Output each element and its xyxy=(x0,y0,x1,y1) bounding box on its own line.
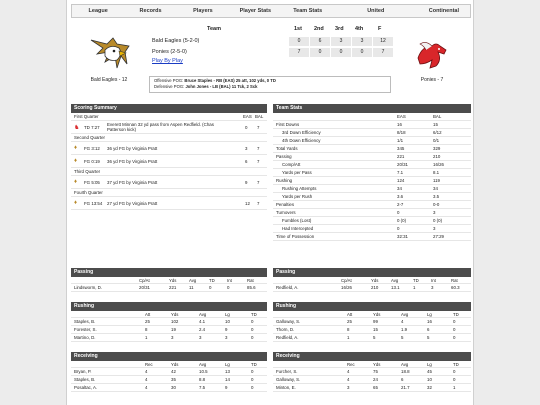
player-name[interactable]: Minton, E. xyxy=(276,385,296,390)
col-header: Yds xyxy=(171,312,179,317)
stat-cell: 21.7 xyxy=(401,385,410,390)
stat-cell: 32 xyxy=(427,385,432,390)
scoring-col-bal: BAL xyxy=(255,114,264,119)
team-stat-eas: 221 xyxy=(397,154,405,159)
stat-cell: 19 xyxy=(171,327,176,332)
player-name[interactable]: Martino, D. xyxy=(74,335,96,340)
away-q1: 0 xyxy=(289,37,309,46)
table-row xyxy=(273,334,471,342)
stat-cell: 4 xyxy=(145,369,148,374)
col-2nd: 2nd xyxy=(314,26,324,32)
team-stat-label: Rushing xyxy=(276,178,293,183)
col-1st: 1st xyxy=(294,26,302,32)
col-header: Avg xyxy=(401,312,409,317)
stat-cell: 75 xyxy=(373,369,378,374)
team-stat-label: 4th Down Efficiency xyxy=(282,138,321,143)
team-stat-bal: 3 xyxy=(433,210,436,215)
col-header: TD xyxy=(251,312,257,317)
col-header: Rec xyxy=(145,362,153,367)
stat-cell: 9 xyxy=(225,327,228,332)
stat-cell: 25 xyxy=(145,319,150,324)
receiving-right-title: Receiving xyxy=(273,352,471,361)
scoring-summary-title: Scoring Summary xyxy=(71,104,267,113)
stat-cell: 16/26 xyxy=(341,285,352,290)
col-header: Yds xyxy=(373,312,381,317)
scoring-play xyxy=(71,121,267,134)
table-row xyxy=(71,318,267,326)
team-stat-bal: 0/1 xyxy=(433,138,440,143)
nav-players[interactable]: Players xyxy=(193,8,213,14)
team-stat-eas: 345 xyxy=(397,146,405,151)
team-stats-panel xyxy=(273,104,471,241)
stat-cell: 0 xyxy=(251,385,254,390)
team-stat-label: Time of Possession xyxy=(276,234,315,239)
stat-cell: 0 xyxy=(251,335,254,340)
stat-cell: 10 xyxy=(427,377,432,382)
stat-cell: 0 xyxy=(251,319,254,324)
rushing-right-rows xyxy=(273,318,471,342)
passing-right-header xyxy=(273,277,471,284)
table-row xyxy=(273,376,471,384)
stat-cell: 210 xyxy=(371,285,379,290)
player-name[interactable]: Thorn, D. xyxy=(276,327,295,332)
top-nav xyxy=(71,4,471,18)
stat-cell: 14 xyxy=(225,377,230,382)
team-stats-header-row xyxy=(273,113,471,121)
col-header: Rat xyxy=(247,278,254,283)
quarter-label: Third Quarter xyxy=(71,168,267,176)
col-header: Avg xyxy=(189,278,197,283)
stat-cell: 0 xyxy=(453,335,456,340)
eagle-mini-icon: ♦ xyxy=(74,179,78,185)
team-stats-title: Team Stats xyxy=(273,104,471,113)
stat-cell: 0 xyxy=(453,377,456,382)
play-score-bal: 7 xyxy=(257,146,260,151)
receiving-right-header xyxy=(273,361,471,368)
team-stat-label: Yards per Pass xyxy=(282,170,312,175)
team-stat-row xyxy=(273,169,471,177)
player-name[interactable]: Forester, S. xyxy=(74,327,97,332)
stat-cell: 0 xyxy=(209,285,212,290)
stat-cell: 24 xyxy=(373,377,378,382)
play-text: 36 yd FG by Virginia Pratt xyxy=(107,159,158,164)
team-stat-bal: 119 xyxy=(433,178,440,183)
team-stat-row xyxy=(273,225,471,233)
away-team-name: Bald Eagles (5-2-0) xyxy=(152,38,200,44)
scoring-play xyxy=(71,155,267,168)
player-name[interactable]: Lindsworm, D. xyxy=(74,285,103,290)
play-score-eas: 12 xyxy=(245,201,250,206)
player-of-game-box xyxy=(149,76,391,93)
nav-continental[interactable]: Continental xyxy=(428,8,459,14)
stat-cell: 8 xyxy=(145,327,148,332)
team-stat-eas: 3.6 xyxy=(397,194,404,199)
play-score-bal: 7 xyxy=(257,159,260,164)
stat-cell: 16 xyxy=(427,319,432,324)
team-stat-row xyxy=(273,137,471,145)
off-pog-text: Bruce Staples - RB (EAS) 25 att, 102 yds, 0 TD xyxy=(184,78,276,83)
stat-cell: 3 xyxy=(347,385,350,390)
stat-cell: 18.8 xyxy=(401,369,410,374)
eagle-mini-icon: ♦ xyxy=(74,200,78,206)
stat-cell: 5 xyxy=(373,335,376,340)
col-header: TD xyxy=(413,278,419,283)
team-stat-bal: 34 xyxy=(433,186,438,191)
team-stat-row xyxy=(273,129,471,137)
team-stat-eas: 0 (0) xyxy=(397,218,407,223)
stat-cell: 20/31 xyxy=(139,285,150,290)
team-stat-bal: 6/12 xyxy=(433,130,442,135)
scoring-play xyxy=(71,197,267,210)
team-stat-eas: 2-7 xyxy=(397,202,404,207)
scoreboard xyxy=(149,24,391,74)
col-header: TD xyxy=(209,278,215,283)
team-stat-row xyxy=(273,209,471,217)
player-name[interactable]: Redfield, A. xyxy=(276,285,299,290)
nav-team-stats[interactable]: Team Stats xyxy=(293,8,323,14)
stat-cell: 5 xyxy=(427,335,430,340)
receiving-left-rows xyxy=(71,368,267,392)
team-stat-eas: 1/1 xyxy=(397,138,404,143)
col-header: Cp/At xyxy=(139,278,150,283)
col-4th: 4th xyxy=(355,26,364,32)
rushing-right-panel xyxy=(273,302,471,342)
team-stat-eas: 8/18 xyxy=(397,130,406,135)
stat-cell: 3 xyxy=(199,335,202,340)
stat-cell: 0 xyxy=(453,327,456,332)
team-stat-row xyxy=(273,193,471,201)
receiving-right-rows xyxy=(273,368,471,392)
team-stat-label: Passing xyxy=(276,154,292,159)
play-time: TD 7:27 xyxy=(84,125,100,130)
nav-league[interactable]: League xyxy=(88,8,108,14)
team-stat-eas: 7.1 xyxy=(397,170,404,175)
stat-cell: 1 xyxy=(145,335,148,340)
rushing-left-rows xyxy=(71,318,267,342)
play-time: FG 13:54 xyxy=(84,201,103,206)
team-stat-eas: 20/31 xyxy=(397,162,408,167)
play-score-bal: 7 xyxy=(257,201,260,206)
passing-right-title: Passing xyxy=(273,268,471,277)
table-row xyxy=(71,334,267,342)
col-header: Lg xyxy=(225,312,230,317)
col-header: Lg xyxy=(427,362,432,367)
def-pog-text: John Jones - LB (BAL) 11 Tck, 2 Sck xyxy=(185,84,258,89)
play-text: 37 yd FG by Virginia Pratt xyxy=(107,180,158,185)
table-row xyxy=(71,284,267,292)
stat-cell: 4 xyxy=(401,319,404,324)
table-row xyxy=(71,368,267,376)
stat-cell: 4 xyxy=(347,377,350,382)
team-stat-row xyxy=(273,161,471,169)
stat-cell: 42 xyxy=(171,369,176,374)
nav-records[interactable]: Records xyxy=(139,8,162,14)
stat-cell: 102 xyxy=(171,319,179,324)
team-stat-label: Rushing Attempts xyxy=(282,186,317,191)
team-stat-label: Had Intercepted xyxy=(282,226,314,231)
scoring-play xyxy=(71,142,267,155)
pony-mini-icon: ♞ xyxy=(74,125,80,131)
player-name[interactable]: Redfield, A. xyxy=(276,335,299,340)
stat-cell: 2.4 xyxy=(199,327,206,332)
team-stat-label: Fumbles (Lost) xyxy=(282,218,312,223)
play-text: 36 yd FG by Virginia Pratt xyxy=(107,146,158,151)
team-stat-row xyxy=(273,201,471,209)
team-stat-eas: 124 xyxy=(397,178,405,183)
play-text: 27 yd FG by Virginia Pratt xyxy=(107,201,158,206)
nav-united[interactable]: United xyxy=(367,8,385,14)
rushing-left-panel xyxy=(71,302,267,342)
team-stat-label: First Downs xyxy=(276,122,300,127)
play-score-eas: 9 xyxy=(245,180,248,185)
quarter-label: First Quarter xyxy=(74,114,99,119)
team-stat-row xyxy=(273,153,471,161)
table-row xyxy=(71,384,267,392)
table-row xyxy=(273,284,471,292)
stat-cell: 0 xyxy=(453,369,456,374)
col-header: Rat xyxy=(451,278,458,283)
team-stat-eas: 0 xyxy=(397,226,400,231)
col-header: TD xyxy=(453,362,459,367)
team-stat-label: Penalties xyxy=(276,202,295,207)
team-stat-bal: 16/26 xyxy=(433,162,444,167)
player-name[interactable]: Staples, B. xyxy=(74,377,96,382)
player-name[interactable]: Bryan, P. xyxy=(74,369,92,374)
stat-cell: 13 xyxy=(225,369,230,374)
passing-left-title: Passing xyxy=(71,268,267,277)
team-stat-bal: 3 xyxy=(433,226,436,231)
team-stat-bal: 0-0 xyxy=(433,202,440,207)
away-final: 12 xyxy=(373,37,393,46)
stat-cell: 221 xyxy=(169,285,177,290)
table-row xyxy=(273,326,471,334)
away-q3: 3 xyxy=(331,37,351,46)
table-row xyxy=(273,368,471,376)
col-header: Yds xyxy=(371,278,379,283)
eagle-mini-icon: ♦ xyxy=(74,145,78,151)
stat-cell: 3 xyxy=(225,335,228,340)
col-header: Yds xyxy=(169,278,177,283)
stat-cell: 15 xyxy=(373,327,378,332)
stat-cell: 65 xyxy=(373,385,378,390)
team-stat-eas: 16 xyxy=(397,122,402,127)
stat-cell: 1 xyxy=(347,335,350,340)
play-time: FG 5:05 xyxy=(84,180,100,185)
team-stat-bal: 210 xyxy=(433,154,441,159)
scoring-summary-panel xyxy=(71,104,267,210)
team-stat-label: 3rd Down Efficiency xyxy=(282,130,321,135)
player-name[interactable]: Galloway, S. xyxy=(276,319,301,324)
play-score-bal: 7 xyxy=(257,125,260,130)
away-q2: 6 xyxy=(310,37,330,46)
play-score-eas: 6 xyxy=(245,159,248,164)
stat-cell: 0 xyxy=(251,327,254,332)
stat-cell: 13.1 xyxy=(391,285,400,290)
stat-cell: 3 xyxy=(431,285,434,290)
stat-cell: 8.8 xyxy=(199,377,206,382)
stat-cell: 99 xyxy=(373,319,378,324)
away-q4: 3 xyxy=(352,37,372,46)
table-row xyxy=(71,376,267,384)
def-pog-label: Defensive POG: xyxy=(154,84,185,89)
team-stat-bal: 15 xyxy=(433,122,438,127)
stat-cell: 6 xyxy=(401,377,404,382)
table-row xyxy=(273,318,471,326)
team-stat-bal: 0 (0) xyxy=(433,218,443,223)
passing-left-panel xyxy=(71,268,267,292)
team-stat-label: Comp/Att xyxy=(282,162,301,167)
home-team-name: Ponies (2-5-0) xyxy=(152,49,187,55)
stat-cell: 25 xyxy=(347,319,352,324)
away-caption: Bald Eagles - 12 xyxy=(90,77,128,83)
quarter-label: Second Quarter xyxy=(71,134,267,142)
play-time: FG 0:19 xyxy=(84,159,100,164)
stat-cell: 4 xyxy=(347,369,350,374)
col-header: Avg xyxy=(199,362,207,367)
pony-logo xyxy=(412,38,452,72)
player-name[interactable]: Staples, B. xyxy=(74,319,96,324)
team-stat-label: Turnovers xyxy=(276,210,296,215)
play-text: Everett Minnan 32 yd pass from Aspen Redfield. (Chas Patterson kick) xyxy=(107,122,214,132)
bald-eagle-logo xyxy=(87,34,131,76)
stat-cell: 3 xyxy=(171,335,174,340)
col-header: Yds xyxy=(171,362,179,367)
team-stat-row xyxy=(273,145,471,153)
eagle-mini-icon: ♦ xyxy=(74,158,78,164)
play-score-eas: 0 xyxy=(245,125,248,130)
stat-cell: 7.5 xyxy=(199,385,206,390)
team-stat-eas: 34 xyxy=(397,186,402,191)
stat-cell: 1 xyxy=(453,385,456,390)
team-stat-row xyxy=(273,217,471,225)
receiving-right-panel xyxy=(273,352,471,392)
passing-right-panel xyxy=(273,268,471,292)
col-header: Att xyxy=(347,312,353,317)
col-header: Avg xyxy=(401,362,409,367)
team-stats-rows xyxy=(273,121,471,241)
team-stat-label: Total Yards xyxy=(276,146,298,151)
stat-cell: 10.5 xyxy=(199,369,208,374)
stat-cell: 8 xyxy=(347,327,350,332)
col-header: Avg xyxy=(391,278,399,283)
col-header: TD xyxy=(251,362,257,367)
nav-player-stats[interactable]: Player Stats xyxy=(239,8,272,14)
play-by-play-link[interactable]: Play By Play xyxy=(152,58,183,64)
col-header: Avg xyxy=(199,312,207,317)
stat-cell: 1 xyxy=(413,285,416,290)
stat-cell: 35 xyxy=(171,377,176,382)
table-row xyxy=(273,384,471,392)
stat-cell: 10 xyxy=(225,319,230,324)
receiving-left-header xyxy=(71,361,267,368)
col-final: F xyxy=(378,26,382,32)
team-stat-row xyxy=(273,177,471,185)
team-stat-eas: 0 xyxy=(397,210,400,215)
team-stat-label: Yards per Rush xyxy=(282,194,313,199)
stat-cell: 0 xyxy=(251,377,254,382)
col-header: Att xyxy=(145,312,151,317)
stat-cell: 1.9 xyxy=(401,327,408,332)
scoring-col-eas: EAS xyxy=(243,114,252,119)
stat-cell: 4 xyxy=(145,385,148,390)
play-score-bal: 7 xyxy=(257,180,260,185)
home-q2: 0 xyxy=(310,48,330,57)
team-stat-row xyxy=(273,185,471,193)
col-header: Int xyxy=(431,278,436,283)
play-score-eas: 3 xyxy=(245,146,248,151)
page xyxy=(66,0,474,405)
col-header: Lg xyxy=(427,312,432,317)
off-pog-label: Offensive POG: xyxy=(154,78,184,83)
team-stat-eas: 32:31 xyxy=(397,234,408,239)
play-time: FG 3:12 xyxy=(84,146,100,151)
rushing-left-header xyxy=(71,311,267,318)
team-stats-col-eas: EAS xyxy=(397,114,406,119)
home-q1: 7 xyxy=(289,48,309,57)
stat-cell: 0 xyxy=(227,285,230,290)
rushing-left-title: Rushing xyxy=(71,302,267,311)
stat-cell: 0 xyxy=(453,319,456,324)
col-header: Cp/At xyxy=(341,278,352,283)
col-header: Int xyxy=(227,278,232,283)
col-header: Rec xyxy=(347,362,355,367)
scoring-play xyxy=(71,176,267,189)
stat-cell: 6 xyxy=(427,327,430,332)
player-name[interactable]: Galloway, S. xyxy=(276,377,301,382)
stat-cell: 9 xyxy=(225,385,228,390)
team-stat-row xyxy=(273,121,471,129)
stat-cell: 85.6 xyxy=(247,285,256,290)
home-q3: 0 xyxy=(331,48,351,57)
player-name[interactable]: Furcher, S. xyxy=(276,369,298,374)
passing-left-header xyxy=(71,277,267,284)
team-stat-bal: 329 xyxy=(433,146,441,151)
stat-cell: 5 xyxy=(401,335,404,340)
quarter-label: Fourth Quarter xyxy=(71,189,267,197)
home-caption: Ponies - 7 xyxy=(420,77,444,83)
stat-cell: 4 xyxy=(145,377,148,382)
receiving-left-panel xyxy=(71,352,267,392)
col-header: TD xyxy=(453,312,459,317)
home-q4: 0 xyxy=(352,48,372,57)
stat-cell: 30 xyxy=(171,385,176,390)
stat-cell: 45 xyxy=(427,369,432,374)
team-stat-bal: 3.5 xyxy=(433,194,440,199)
stat-cell: 0 xyxy=(251,369,254,374)
stat-cell: 11 xyxy=(189,285,194,290)
table-row xyxy=(71,326,267,334)
rushing-right-header xyxy=(273,311,471,318)
team-stat-bal: 27:29 xyxy=(433,234,444,239)
stat-cell: 60.3 xyxy=(451,285,460,290)
col-header: Yds xyxy=(373,362,381,367)
receiving-left-title: Receiving xyxy=(71,352,267,361)
team-header: Team xyxy=(207,26,221,32)
team-stat-bal: 8.1 xyxy=(433,170,440,175)
rushing-right-title: Rushing xyxy=(273,302,471,311)
team-stats-col-bal: BAL xyxy=(433,114,442,119)
col-header: Lg xyxy=(225,362,230,367)
team-stat-row xyxy=(273,233,471,241)
scoring-quarter-row xyxy=(71,113,267,121)
player-name[interactable]: Posaltac, A. xyxy=(74,385,98,390)
home-final: 7 xyxy=(373,48,393,57)
stat-cell: 4.1 xyxy=(199,319,206,324)
col-3rd: 3rd xyxy=(335,26,344,32)
